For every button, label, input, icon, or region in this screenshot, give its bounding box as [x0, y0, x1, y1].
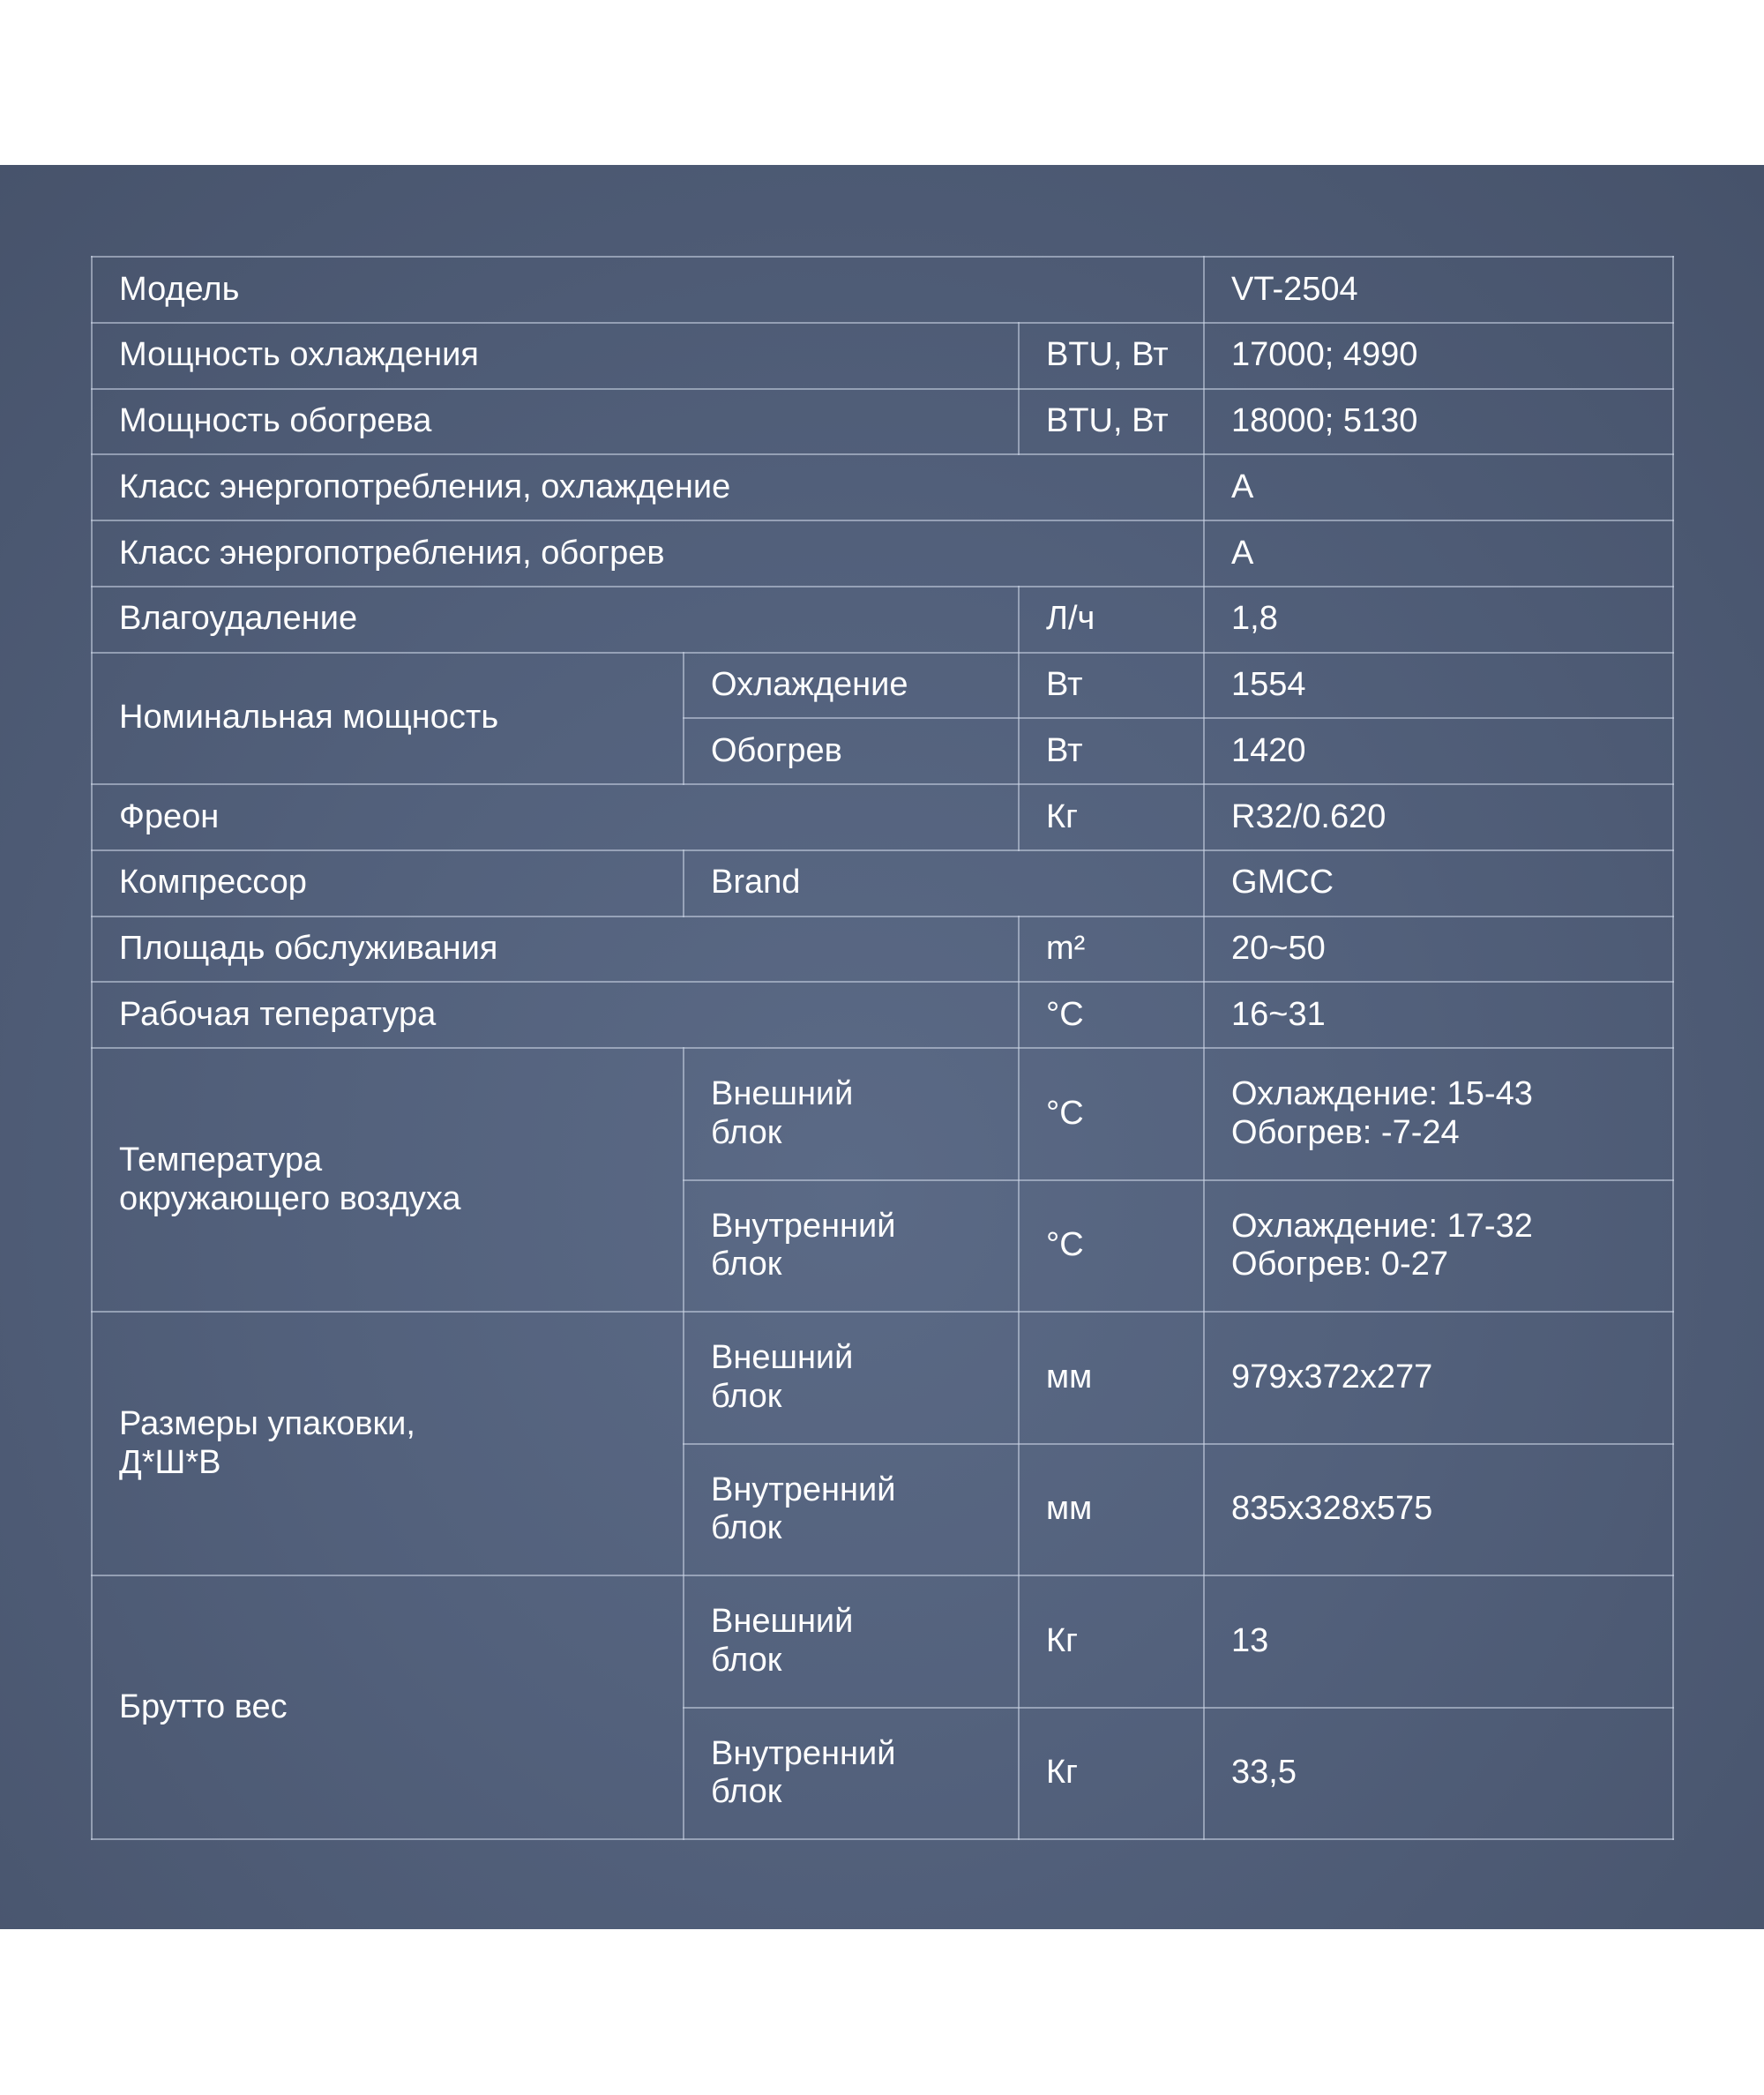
package-size-outdoor-label-line-2: блок: [711, 1377, 782, 1415]
energy-class-cooling-value: A: [1204, 454, 1673, 520]
gross-weight-outdoor-label-line-1: Внешний: [711, 1603, 854, 1641]
package-size-label-line-1: Размеры упаковки,: [119, 1404, 415, 1442]
rated-power-cooling-label: Охлаждение: [684, 653, 1019, 719]
table-row: [92, 389, 1673, 455]
package-size-outdoor-label: [684, 1312, 1019, 1444]
table-row: [92, 850, 1673, 917]
package-size-outdoor-value: 979x372x277: [1204, 1312, 1673, 1444]
package-size-indoor-label: [684, 1444, 1019, 1576]
table-row: [92, 982, 1673, 1048]
compressor-label: Компрессор: [92, 850, 684, 917]
ambient-temp-indoor-unit: °C: [1019, 1180, 1204, 1313]
ambient-temp-indoor-label: [684, 1180, 1019, 1313]
rated-power-heating-value: 1420: [1204, 718, 1673, 784]
ambient-temp-outdoor-label-line-1: Внешний: [711, 1075, 854, 1113]
package-size-indoor-label-line-2: блок: [711, 1509, 782, 1547]
gross-weight-indoor-value: 33,5: [1204, 1708, 1673, 1840]
cooling-power-unit: BTU, Вт: [1019, 323, 1204, 389]
refrigerant-value: R32/0.620: [1204, 784, 1673, 850]
ambient-temp-outdoor-heating: Обогрев: -7-24: [1231, 1113, 1460, 1151]
energy-class-heating-value: A: [1204, 520, 1673, 587]
table-row: [92, 784, 1673, 850]
table-row: [92, 323, 1673, 389]
cooling-power-value: 17000; 4990: [1204, 323, 1673, 389]
ambient-temp-indoor-cooling: Охлаждение: 17-32: [1231, 1207, 1533, 1245]
gross-weight-label: Брутто вес: [92, 1575, 684, 1839]
ambient-temp-indoor-label-line-2: блок: [711, 1246, 782, 1283]
package-size-indoor-value: 835x328x575: [1204, 1444, 1673, 1576]
package-size-label: [92, 1312, 684, 1575]
compressor-sub-label: Brand: [684, 850, 1204, 917]
gross-weight-indoor-label-line-2: блок: [711, 1773, 782, 1811]
refrigerant-unit: Кг: [1019, 784, 1204, 850]
package-size-label-line-2: Д*Ш*В: [119, 1443, 221, 1481]
spec-table: [91, 256, 1674, 1840]
table-row: [92, 520, 1673, 587]
rated-power-cooling-value: 1554: [1204, 653, 1673, 719]
dehumidification-value: 1,8: [1204, 587, 1673, 653]
rated-power-label: Номинальная мощность: [92, 653, 684, 785]
package-size-indoor-unit: мм: [1019, 1444, 1204, 1576]
ambient-temp-label: Температура окружающего воздуха: [92, 1048, 684, 1312]
service-area-value: 20~50: [1204, 917, 1673, 983]
package-size-indoor-label-line-1: Внутренний: [711, 1470, 896, 1508]
service-area-unit: m²: [1019, 917, 1204, 983]
dehumidification-label: Влагоудаление: [92, 587, 1019, 653]
package-size-outdoor-label-line-1: Внешний: [711, 1339, 854, 1377]
operating-temp-unit: °C: [1019, 982, 1204, 1048]
table-row: [92, 1575, 1673, 1708]
model-value: VT-2504: [1204, 257, 1673, 323]
dehumidification-unit: Л/ч: [1019, 587, 1204, 653]
operating-temp-value: 16~31: [1204, 982, 1673, 1048]
rated-power-heating-label: Обогрев: [684, 718, 1019, 784]
gross-weight-outdoor-unit: Кг: [1019, 1575, 1204, 1708]
table-row: [92, 1048, 1673, 1180]
gross-weight-indoor-label: [684, 1708, 1019, 1840]
heating-power-value: 18000; 5130: [1204, 389, 1673, 455]
compressor-value: GMCC: [1204, 850, 1673, 917]
gross-weight-outdoor-label: [684, 1575, 1019, 1708]
heating-power-unit: BTU, Вт: [1019, 389, 1204, 455]
table-row: [92, 257, 1673, 323]
cooling-power-label: Мощность охлаждения: [92, 323, 1019, 389]
table-row: [92, 1312, 1673, 1444]
heating-power-label: Мощность обогрева: [92, 389, 1019, 455]
spec-panel: [0, 165, 1764, 1929]
ambient-temp-indoor-value: [1204, 1180, 1673, 1313]
ambient-temp-outdoor-unit: °C: [1019, 1048, 1204, 1180]
ambient-temp-outdoor-value: [1204, 1048, 1673, 1180]
table-row: [92, 587, 1673, 653]
package-size-outdoor-unit: мм: [1019, 1312, 1204, 1444]
ambient-temp-outdoor-label: [684, 1048, 1019, 1180]
rated-power-heating-unit: Вт: [1019, 718, 1204, 784]
operating-temp-label: Рабочая тепература: [92, 982, 1019, 1048]
gross-weight-outdoor-value: 13: [1204, 1575, 1673, 1708]
gross-weight-indoor-unit: Кг: [1019, 1708, 1204, 1840]
energy-class-heating-label: Класс энергопотребления, обогрев: [92, 520, 1204, 587]
energy-class-cooling-label: Класс энергопотребления, охлаждение: [92, 454, 1204, 520]
model-label: Модель: [92, 257, 1204, 323]
gross-weight-outdoor-label-line-2: блок: [711, 1641, 782, 1679]
service-area-label: Площадь обслуживания: [92, 917, 1019, 983]
ambient-temp-outdoor-label-line-2: блок: [711, 1113, 782, 1151]
rated-power-cooling-unit: Вт: [1019, 653, 1204, 719]
refrigerant-label: Фреон: [92, 784, 1019, 850]
ambient-temp-indoor-heating: Обогрев: 0-27: [1231, 1246, 1448, 1283]
gross-weight-indoor-label-line-1: Внутренний: [711, 1734, 896, 1772]
table-row: [92, 653, 1673, 719]
table-row: [92, 917, 1673, 983]
ambient-temp-outdoor-cooling: Охлаждение: 15-43: [1231, 1075, 1533, 1113]
ambient-temp-indoor-label-line-1: Внутренний: [711, 1207, 896, 1245]
table-row: [92, 454, 1673, 520]
